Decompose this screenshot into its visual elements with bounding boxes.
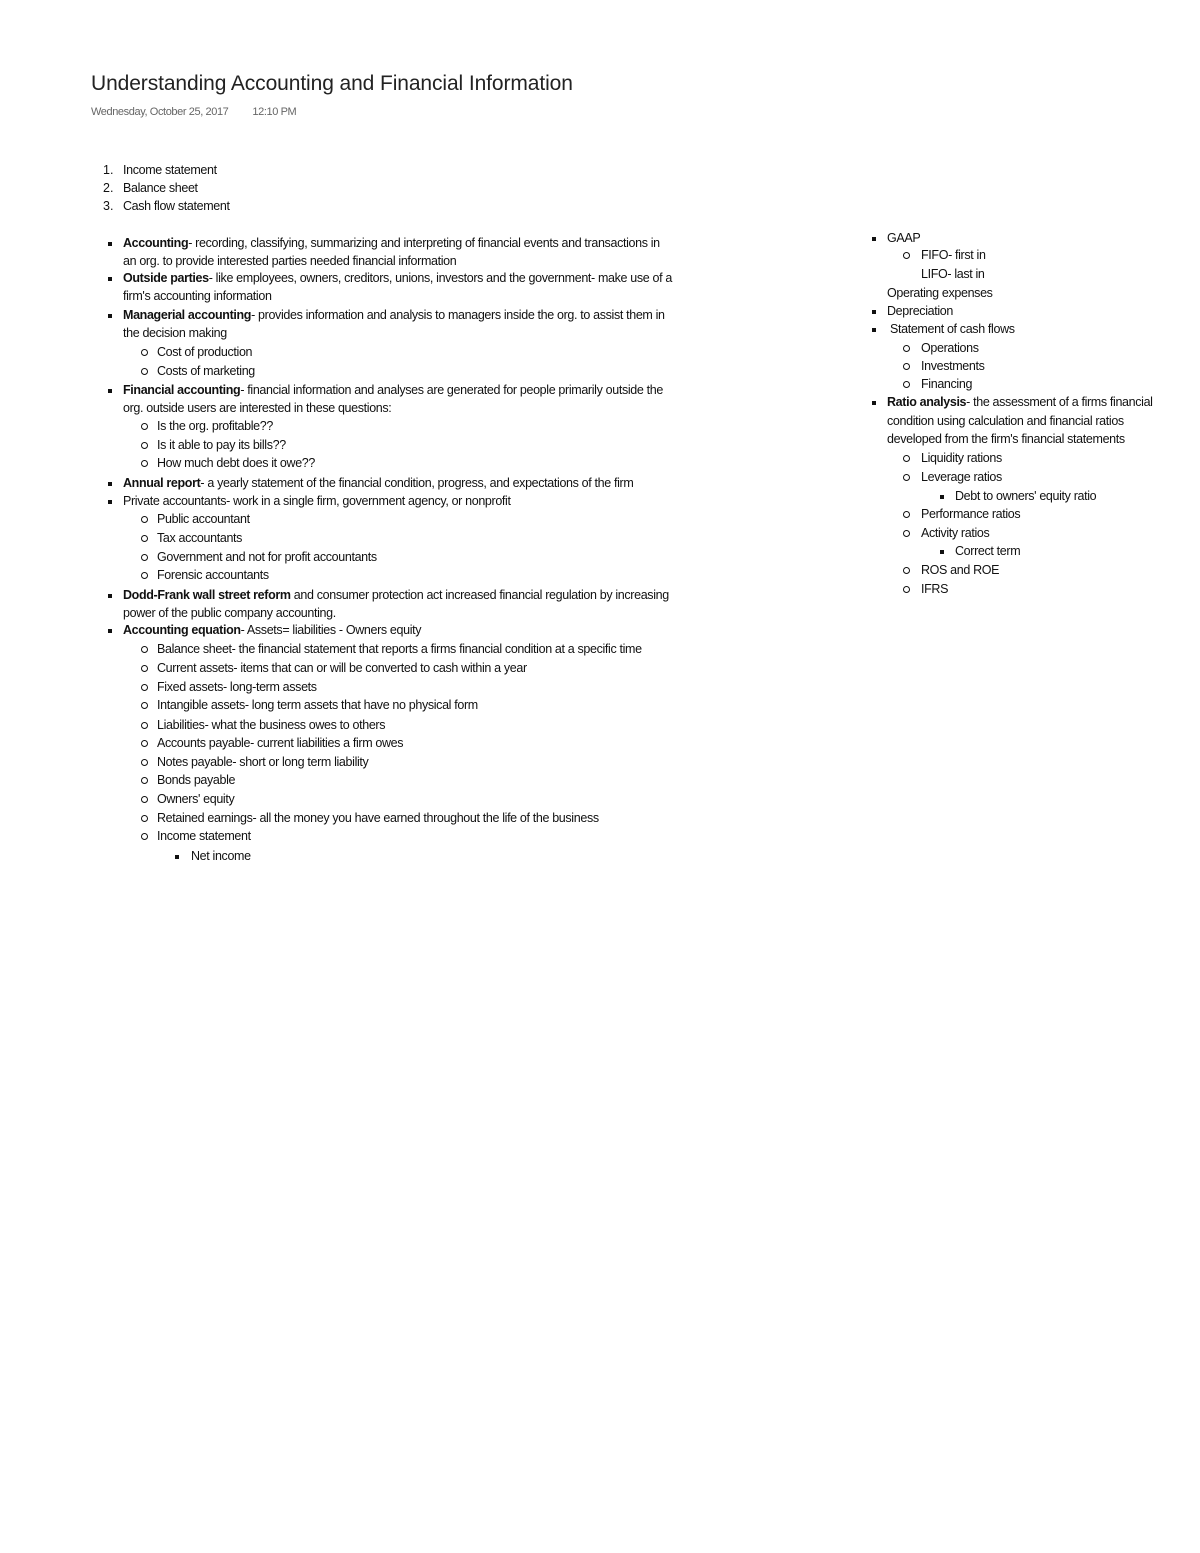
sub-item: Retained earnings- all the money you have earned throughout the life of the business bbox=[157, 811, 599, 825]
bullet-square-icon bbox=[175, 855, 179, 859]
list-item: Accounting equation- Assets= liabilities - Owners equity bbox=[123, 623, 422, 637]
list-item: Outside parties- like employees, owners, creditors, unions, investors and the government- make use of a bbox=[123, 271, 672, 285]
sub-item: LIFO- last in bbox=[921, 267, 985, 281]
sub-item: Owners' equity bbox=[157, 792, 235, 806]
bullet-square-icon bbox=[108, 482, 112, 486]
sub-item: Activity ratios bbox=[921, 526, 990, 540]
sub-item: Balance sheet- the financial statement that reports a firms financial condition at a specific time bbox=[157, 642, 642, 656]
list-item: Annual report- a yearly statement of the financial condition, progress, and expectations of the firm bbox=[123, 476, 634, 490]
note-timestamp bbox=[91, 106, 296, 118]
note-date: Wednesday, October 25, 2017 bbox=[91, 106, 229, 118]
list-number: 2. bbox=[103, 181, 114, 195]
bullet-circle-icon bbox=[141, 815, 148, 822]
sub-item: Liquidity rations bbox=[921, 451, 1002, 465]
list-item: Dodd-Frank wall street reform and consumer protection act increased financial regulation by increasing bbox=[123, 588, 669, 602]
bullet-square-icon bbox=[108, 500, 112, 504]
bullet-circle-icon bbox=[903, 586, 910, 593]
list-item-continuation: power of the public company accounting. bbox=[123, 606, 336, 620]
sub-item: Is it able to pay its bills?? bbox=[157, 438, 286, 452]
bullet-square-icon bbox=[872, 310, 876, 314]
list-item: Accounting- recording, classifying, summarizing and interpreting of financial events and transactions in bbox=[123, 236, 660, 250]
list-item-continuation: Operating expenses bbox=[887, 286, 993, 300]
list-item: Statement of cash flows bbox=[890, 322, 1015, 336]
bullet-circle-icon bbox=[141, 759, 148, 766]
sub-item: Government and not for profit accountants bbox=[157, 550, 377, 564]
sub-item: IFRS bbox=[921, 582, 949, 596]
sub-sub-item: Debt to owners' equity ratio bbox=[955, 489, 1097, 503]
list-item-continuation: condition using calculation and financial ratios bbox=[887, 414, 1124, 428]
sub-item: FIFO- first in bbox=[921, 248, 986, 262]
bullet-circle-icon bbox=[903, 252, 910, 259]
bullet-square-icon bbox=[872, 328, 876, 332]
bullet-circle-icon bbox=[141, 423, 148, 430]
bullet-square-icon bbox=[940, 495, 944, 499]
sub-item: Tax accountants bbox=[157, 531, 243, 545]
bullet-circle-icon bbox=[903, 381, 910, 388]
bullet-circle-icon bbox=[141, 460, 148, 467]
bullet-square-icon bbox=[108, 594, 112, 598]
list-item: Depreciation bbox=[887, 304, 953, 318]
bullet-square-icon bbox=[872, 237, 876, 241]
bullet-circle-icon bbox=[141, 349, 148, 356]
sub-item: Financing bbox=[921, 377, 973, 391]
bullet-circle-icon bbox=[141, 796, 148, 803]
list-item: Ratio analysis- the assessment of a firms financial bbox=[887, 395, 1153, 409]
bullet-square-icon bbox=[108, 242, 112, 246]
sub-item: Bonds payable bbox=[157, 773, 236, 787]
bullet-square-icon bbox=[108, 277, 112, 281]
page-title: Understanding Accounting and Financial Information bbox=[91, 72, 573, 95]
bullet-circle-icon bbox=[141, 833, 148, 840]
bullet-circle-icon bbox=[141, 572, 148, 579]
bullet-square-icon bbox=[940, 550, 944, 554]
bullet-square-icon bbox=[108, 629, 112, 633]
sub-item: Public accountant bbox=[157, 512, 250, 526]
sub-item: Forensic accountants bbox=[157, 568, 269, 582]
list-item-continuation: developed from the firm's financial statements bbox=[887, 432, 1125, 446]
list-item: Balance sheet bbox=[123, 181, 198, 195]
bullet-square-icon bbox=[872, 401, 876, 405]
list-item: Income statement bbox=[123, 163, 217, 177]
list-item: Financial accounting- financial information and analyses are generated for people primarily outside the bbox=[123, 383, 663, 397]
list-item-continuation: an org. to provide interested parties needed financial information bbox=[123, 254, 457, 268]
bullet-circle-icon bbox=[903, 567, 910, 574]
bullet-circle-icon bbox=[903, 511, 910, 518]
bullet-circle-icon bbox=[903, 455, 910, 462]
bullet-circle-icon bbox=[141, 722, 148, 729]
sub-item: Intangible assets- long term assets that have no physical form bbox=[157, 698, 478, 712]
sub-item: Investments bbox=[921, 359, 985, 373]
bullet-circle-icon bbox=[903, 345, 910, 352]
bullet-circle-icon bbox=[141, 740, 148, 747]
sub-item: Notes payable- short or long term liability bbox=[157, 755, 369, 769]
bullet-circle-icon bbox=[141, 665, 148, 672]
bullet-circle-icon bbox=[903, 530, 910, 537]
sub-item: Leverage ratios bbox=[921, 470, 1002, 484]
note-time: 12:10 PM bbox=[252, 106, 297, 118]
sub-item: Cost of production bbox=[157, 345, 253, 359]
sub-item: Current assets- items that can or will be converted to cash within a year bbox=[157, 661, 527, 675]
sub-item: Accounts payable- current liabilities a firm owes bbox=[157, 736, 404, 750]
bullet-square-icon bbox=[108, 314, 112, 318]
sub-item: Costs of marketing bbox=[157, 364, 255, 378]
sub-item: How much debt does it owe?? bbox=[157, 456, 316, 470]
sub-sub-item: Net income bbox=[191, 849, 251, 863]
list-number: 1. bbox=[103, 163, 114, 177]
bullet-circle-icon bbox=[903, 363, 910, 370]
list-item: GAAP bbox=[887, 231, 921, 245]
sub-item: ROS and ROE bbox=[921, 563, 1000, 577]
list-item-continuation: org. outside users are interested in these questions: bbox=[123, 401, 392, 415]
list-item-continuation: firm's accounting information bbox=[123, 289, 272, 303]
bullet-square-icon bbox=[108, 389, 112, 393]
bullet-circle-icon bbox=[141, 777, 148, 784]
sub-item: Liabilities- what the business owes to others bbox=[157, 718, 386, 732]
sub-sub-item: Correct term bbox=[955, 544, 1021, 558]
list-item: Cash flow statement bbox=[123, 199, 230, 213]
list-item: Private accountants- work in a single firm, government agency, or nonprofit bbox=[123, 494, 511, 508]
bullet-circle-icon bbox=[141, 646, 148, 653]
bullet-circle-icon bbox=[141, 702, 148, 709]
bullet-circle-icon bbox=[141, 442, 148, 449]
sub-item: Income statement bbox=[157, 829, 251, 843]
bullet-circle-icon bbox=[141, 554, 148, 561]
bullet-circle-icon bbox=[903, 474, 910, 481]
bullet-circle-icon bbox=[141, 535, 148, 542]
sub-item: Fixed assets- long-term assets bbox=[157, 680, 317, 694]
list-number: 3. bbox=[103, 199, 114, 213]
sub-item: Performance ratios bbox=[921, 507, 1021, 521]
sub-item: Operations bbox=[921, 341, 979, 355]
list-item: Managerial accounting- provides information and analysis to managers inside the org. to assist them in bbox=[123, 308, 665, 322]
sub-item: Is the org. profitable?? bbox=[157, 419, 273, 433]
bullet-circle-icon bbox=[141, 368, 148, 375]
list-item-continuation: the decision making bbox=[123, 326, 227, 340]
bullet-circle-icon bbox=[141, 684, 148, 691]
bullet-circle-icon bbox=[141, 516, 148, 523]
